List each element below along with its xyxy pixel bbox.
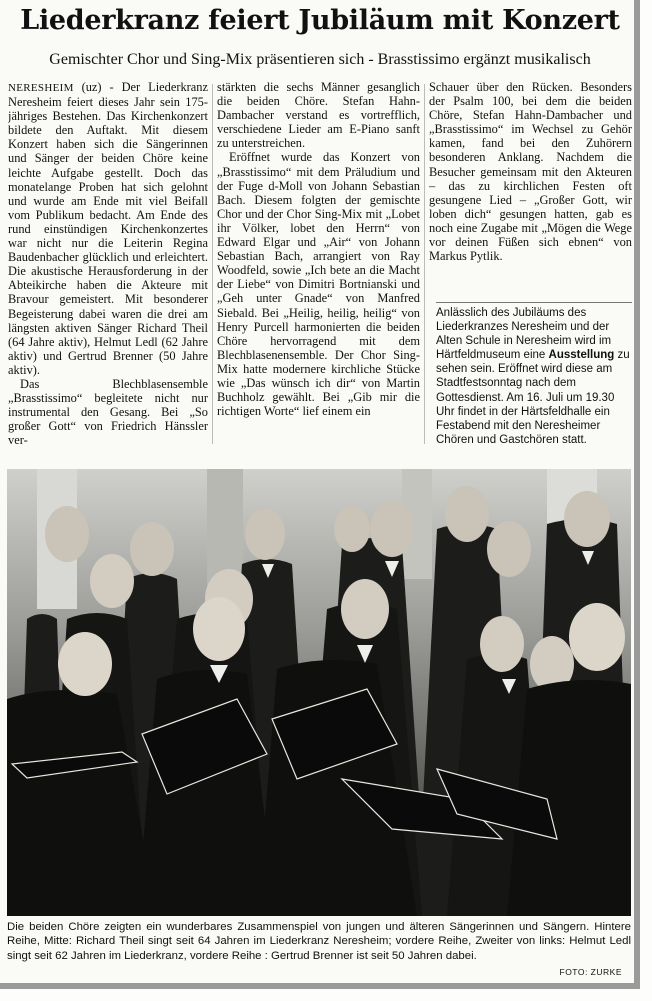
article-headline: Liederkranz feiert Jubiläum mit Konzert [20,5,620,36]
photo-caption: Die beiden Chöre zeigten ein wunderbares Zusammenspiel von jungen und älteren Sängerinnen und Sängern. Hintere Reihe, Mitte: Richard Theil singt seit 64 Jahren im Liederkranz Neresheim; vordere Reihe, Zweiter von links: Helmut Ledl singt seit 62 Jahren im Liederkranz, vordere Reihe : Gertrud Brenner ist seit 50 Jahren dabei. [7,921,631,962]
choir-photo [7,469,631,916]
column-divider [424,84,425,444]
article-paragraph [8,80,208,377]
article-subheadline: Gemischter Chor und Sing-Mix präsentieren sich - Brasstissimo ergänzt musikalisch [49,51,591,68]
article-paragraph: Das Blechblasensemble „Brasstissimo“ begleitete nicht nur instrumental den Gesang. Bei „So großer Gott“ von Friedrich Hänssler ver- [8,376,208,448]
choir-photo-illustration [7,469,631,916]
paragraph-text: - Der Liederkranz Neresheim feiert dieses Jahr sein 175-jähriges Bestehen. Das Kirchenkonzert bildete den Auftakt. Mit diesem Konzert haben sich die Sängerinnen und Sänger der beiden Chöre keine leichte Aufgabe gestellt. Doch das monatelange Proben hat sich gelohnt und wurde am Ende mit viel Beifall vom Publikum bedacht. Am Ende des rund einstündigen Kirchenkonzertes war nicht nur die Leiterin Regina Baudenbacher glücklich und erleichtert. Die akustische Herausforderung in der Abteikirche haben die Akteure mit Bravour gemeistert. Mit besonderer Begeisterung dabei waren die drei am längsten aktiven Sänger Richard Theil (64 Jahre aktiv), Helmut Ledl (62 Jahre aktiv) und Gertrud Brenner (50 Jahre aktiv). [8,80,208,377]
article-paragraph: stärkten die sechs Männer gesanglich die beiden Chöre. Stefan Hahn-Dambacher verstand es vortrefflich, verschiedene Lieder am E-Piano sanft zu unterstreichen. [217,80,420,151]
article-column-3 [429,80,632,280]
info-text: Anlässlich des Jubiläums des Liederkranzes Neresheim und der Alten Schule in Neresheim wird im Härtfeldmuseum eine [436,307,612,362]
article-column-1 [8,80,208,462]
article-column-2 [217,80,420,448]
info-text: zu sehen sein. Eröffnet wird diese am Stadtfestsonntag nach dem Gottesdienst. Am 16. Juli um 19.30 Uhr findet in der Härtsfeldhalle ein Festabend mit den Neresheimer Chören und Gastchören statt. [436,349,630,446]
article-paragraph: Eröffnet wurde das Konzert von „Brasstissimo“ mit dem Präludium und der Fuge d-Moll von Johann Sebastian Bach. Diesem folgten der gemischte Chor und der Chor Sing-Mix mit „Lobet ihr Völker, lobet den Herrn“ von Edward Elgar und „Air“ von Johann Sebastian Bach, arrangiert von Ray Woodfeld, sowie „Ich bete an die Macht der Liebe“ von Dimitri Bortnianski und „Geh unter Gnade“ von Manfred Siebald. Bei „Heilig, heilig, heilig“ von Henry Purcell harmonierten die beiden Chöre hervorragend mit dem Blechblasenensemble. Der Chor Sing-Mix hatte modernere kirchliche Stücke wie „Das wünsch ich dir“ von Martin Buchholz gewählt. Bei „Gib mir die richtigen Worte“ lief einem ein [217,150,420,419]
column-divider [212,84,213,444]
article-paragraph: Schauer über den Rücken. Besonders der Psalm 100, bei dem die beiden Chöre, Stefan Hahn-Dambacher und „Brasstissimo“ im Wechsel zu Gehör kamen, fand bei den Zuhörern besonderen Anklang. Nachdem die Besucher gemeinsam mit den Akteuren – das zu kirchlichen Festen oft gesungene Lied – „Großer Gott, wir loben dich“ gesungen hatten, gab es noch eine Zugabe mit „Mögen die Wege vor deinen Füßen sich ebnen“ von Markus Pytlik. [429,80,632,264]
author-code: (uz) [81,80,102,94]
info-highlight: Ausstellung [548,349,615,362]
info-box [436,302,632,458]
dateline: NERESHEIM [8,82,74,94]
photo-credit: FOTO: ZURKE [559,967,622,977]
